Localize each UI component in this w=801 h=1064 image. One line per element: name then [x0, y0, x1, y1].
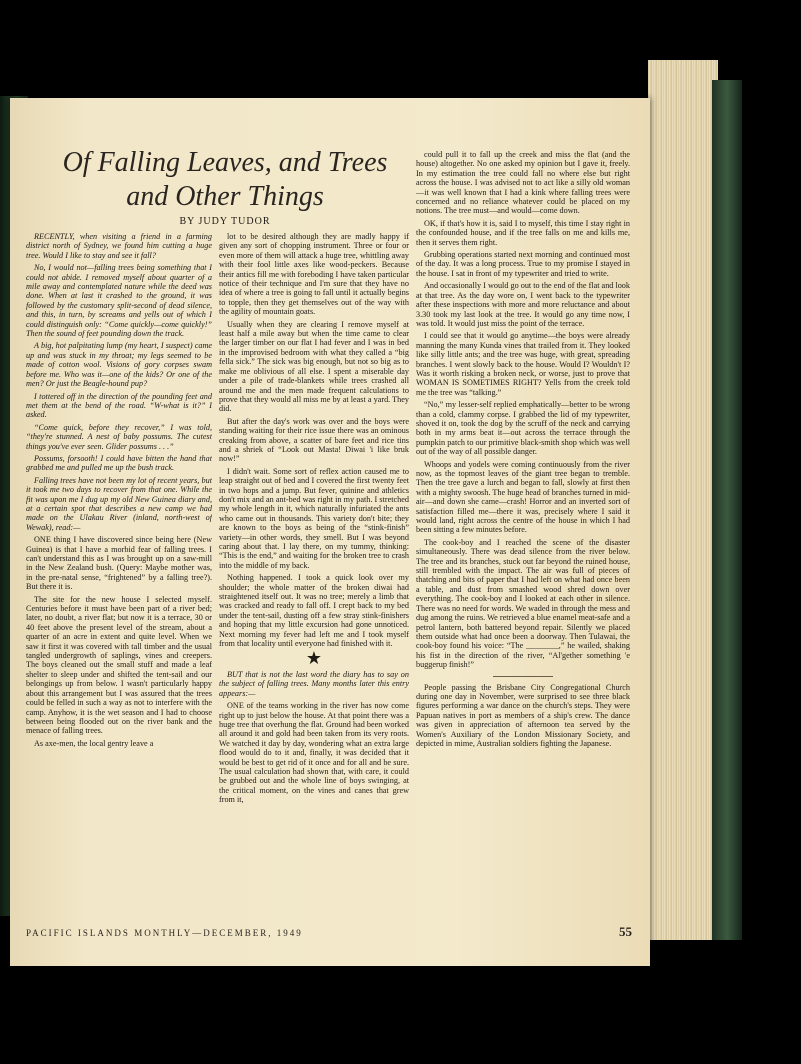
page-number: 55: [619, 924, 632, 939]
paragraph: I could see that it would go anytime—the boys were already manning the many Kunda vines that trailed from it. They looked like silly little ants; and the tree was huge, with great, spreading branches. I went slowly back to the house. Would I? Wouldn't I? Was it worth risking a broken neck, or worse, just to prove that WOMAN IS SOMETIMES RIGHT? Yells from the creek told me the tree was “talking.”: [416, 331, 630, 397]
paragraph: ONE of the teams working in the river has now come right up to just below the house. At that point there was a huge tree that overhung the flat. Ground had been worked all around it and gold had been taken from its very roots. We watched it day by day, wondering what an extra large flood would do to it and, finally, it was decided that it would be best to get rid of it once and for all and be sure. The usual calculation had shown that, with care, it could be grubbed out and the whole line of boys swinging, at the critical moment, on the vines and canes that grew from it,: [219, 701, 409, 805]
article-byline: BY JUDY TUDOR: [179, 216, 271, 227]
running-head: PACIFIC ISLANDS MONTHLY—DECEMBER, 1949: [26, 928, 303, 938]
paragraph: could pull it to fall up the creek and miss the flat (and the house) altogether. No one asked my opinion but I gave it, freely. In my estimation the tree could fall no where else but right across the house. I was advised not to act like a silly old woman—it was well known that I had a kink where falling trees were concerned and no reliance whatever could be placed on my notions. The tree must—and would—come down.: [416, 150, 630, 216]
paragraph: “Come quick, before they recover,” I was told, “they're stunned. A nest of baby possums. The cutest things you've ever seen. Glider possums . . .”: [26, 422, 212, 451]
paragraph: Usually when they are clearing I remove myself at least half a mile away but when the time came to clear the larger timber on our flat I had fever and I was in bed in the improvised bedroom with what they called a “big fella sick.” The sick was big enough, but not so big as to make me oblivious of all else. I spent a miserable day under a pile of trade-blankets while trees crashed all around me and the men made frequent calculations to prove that they would all miss me by at least a yard. They did.: [219, 319, 409, 414]
paragraph: Whoops and yodels were coming continuously from the river now, as the topmost leaves of the giant tree began to tremble. Then the tree gave a lurch and began to fall, slowly at first then with a mighty swoosh. The huge head of branches turned in mid-air—and down she came—crash! Horror and an inverted sort of satisfaction filled me—there it was, precisely where I said it would land, right across the centre of the house in which I had been sitting a few minutes before.: [416, 459, 630, 535]
paragraph: I didn't wait. Some sort of reflex action caused me to leap straight out of bed and I covered the first twenty feet in two hops and a jump. But fever, quinine and athletics don't mix and an ant-bed was right in my path. I stretched my whole length in it, which naturally infuriated the ants who came out in thousands. This variety don't bite; they are known to the boys as being of the “stink-finish” variety—in other words, they smell. But I was beyond caring about that. I lay there, on my tummy, thinking: “This is the end,” and waiting for the broken tree to crash into the middle of my back.: [219, 466, 409, 570]
paragraph: ONE thing I have discovered since being here (New Guinea) is that I have a morbid fear of falling trees. I can't understand this as I was brought up on a saw-mill in the New Zealand bush. (Query: Maybe mother was, in the pre-natal sense, “frightened” by a falling tree?). But there it is.: [26, 535, 212, 592]
news-item: People passing the Brisbane City Congregational Church during one day in November, were surprised to see three black figures performing a war dance on the church's steps. They were Papuan natives in port as members of a ship's crew. The dance was given in appreciation of afternoon tea served by the Women's Auxiliary of the London Missionary Society, and depicted in mime, Australian soldiers fighting the Japanese.: [416, 682, 630, 748]
paragraph: The cook-boy and I reached the scene of the disaster simultaneously. There was dead silence from the river below. The tree and its branches, stuck out far beyond the ruined house, still trembled with the impact. The air was full of pieces of thatching and bits of paper that I had left on what had once been a table, and dust from smashed wood shred down over everything. The cook-boy and I looked at each other in silence. There was no need for words. We waded in through the mess and dug among the ruins. We retrieved a blue enamel meat-safe and a petrol lantern, both battered beyond repair. Silently we placed them outside what had once been a doorway. Then Tulawai, the cook-boy found his voice: “The ________,” he wailed, shaking his fist in the direction of the river, “Al'gether something 'e buggerup finish!”: [416, 537, 630, 670]
paragraph: Grubbing operations started next morning and continued most of the day. It was a long process. True to my promise I stayed in the house. I sat in front of my typewriter and tried to write.: [416, 250, 630, 278]
column-1: [26, 232, 212, 932]
star-divider-icon: ★: [305, 648, 323, 669]
paragraph: Falling trees have not been my lot of recent years, but it took me two days to recover from that one. While the fit was upon me I dug up my old New Guinea diary and, at a certain spot that describes a new camp we had made on the Ulakau River (inland, north-west of Wewak), read:—: [26, 475, 212, 532]
paragraph: No, I would not—falling trees being something that I could not abide. I removed myself about quarter of a mile away and contemplated nature while the deed was done. When at last it crashed to the ground, it was followed by the customary split-second of dead silence, and this, in turn, by screams and yells out of which I could distinguish only: “Come quickly—come quickly!” Then the sound of feet pounding down the track.: [26, 263, 212, 339]
paragraph: But after the day's work was over and the boys were standing waiting for their rice issue there was an ominous creaking from above, a scatter of bare feet and rice tins and a shriek of “Look out Masta! Diwai 'i like bruk now!”: [219, 416, 409, 464]
column-2: [219, 232, 409, 932]
magazine-page: [10, 98, 650, 966]
article-title: Of Falling Leaves, and Trees and Other Things: [62, 147, 388, 212]
paragraph: “No,” my lesser-self replied emphatically—better to be wrong than a cold, clammy corpse. I grabbed the lid of my typewriter, shoved it on, took the dog by the scruff of the neck and carrying both in my arms beat it—out across the terrace through the pumpkin patch to our primitive black-smith shop which was well out of the way of all possible danger.: [416, 400, 630, 457]
section-rule: [493, 676, 553, 677]
paragraph: I tottered off in the direction of the pounding feet and met them at the bend of the road. “W-what is it?” I asked.: [26, 391, 212, 420]
paragraph: The site for the new house I selected myself. Centuries before it must have been part of a river bed; later, no doubt, a river flat; but now it is a terrace, 30 or 40 feet above the present level of the stream, about a quarter of an acre in extent and quite level. When we saw it first it was covered with tall timber and the usual tangled undergrowth of saplings, vines and creepers. The boys cleaned out the small stuff and made a leaf shelter to sleep under and shifted the tent-sail and our belongings up from below. I wasn't particularly happy about this arrangement but I was assured that the trees could be felled in such a way as not to interfere with the camp. Anyhow, it is the wet season and I had to choose between being flooded out on the river bank and the menace of falling trees.: [26, 594, 212, 736]
page-footer: [26, 926, 632, 942]
paragraph: OK, if that's how it is, said I to myself, this time I stay right in the confounded house, and if the tree falls on me and kills me, then it serves them right.: [416, 218, 630, 247]
paragraph: Possums, forsooth! I could have bitten the hand that grabbed me and pulled me up the bush track.: [26, 453, 212, 473]
page-stack: [648, 60, 718, 940]
paragraph: lot to be desired although they are madly happy if given any sort of chopping instrument. Three or four or even more of them will attack a huge tree, whittling away with their fool little axes like wood-peckers. Because their antics fill me with foreboding I have taken particular notice of their technique and I'm sure that they have no idea of where a tree is going to fall until it actually begins to topple, then they get themselves out of the way with the agility of mountain goats.: [219, 232, 409, 317]
paragraph: Nothing happened. I took a quick look over my shoulder; the whole matter of the broken diwai had straightened itself out. It was no tree; merely a limb that was cracked and ready to fall off. I crept back to my bed under the tent-sail, dusting off a few stray stink-finishers and hoping that my little excursion had gone unnoticed. Next morning my fever had left me and I took myself from that locality until everyone had finished with it.: [219, 573, 409, 649]
paragraph: As axe-men, the local gentry leave a: [34, 738, 154, 748]
paragraph: A big, hot palpitating lump (my heart, I suspect) came up and was stuck in my throat; my legs seemed to be made of cotton wool. Visions of gory corpses swam before me. Who was it—one of the kids? Or one of the men? Or just the Beagle-hound pup?: [26, 341, 212, 389]
paragraph: BUT that is not the last word the diary has to say on the subject of falling trees. Many months later this entry appears:—: [219, 669, 409, 698]
column-3: [416, 150, 630, 932]
paragraph: RECENTLY, when visiting a friend in a farming district north of Sydney, we found him cutting a huge tree. Would I like to stay and see it fall?: [26, 232, 212, 260]
book-cover-edge: [712, 80, 742, 940]
paragraph: And occasionally I would go out to the end of the flat and look at that tree. As the day wore on, I went back to the typewriter after these inspections with more and more reluctance and about 3.30 took my last look at the tree. It would go any time now, I was told. It would just miss the point of the terrace.: [416, 281, 630, 328]
